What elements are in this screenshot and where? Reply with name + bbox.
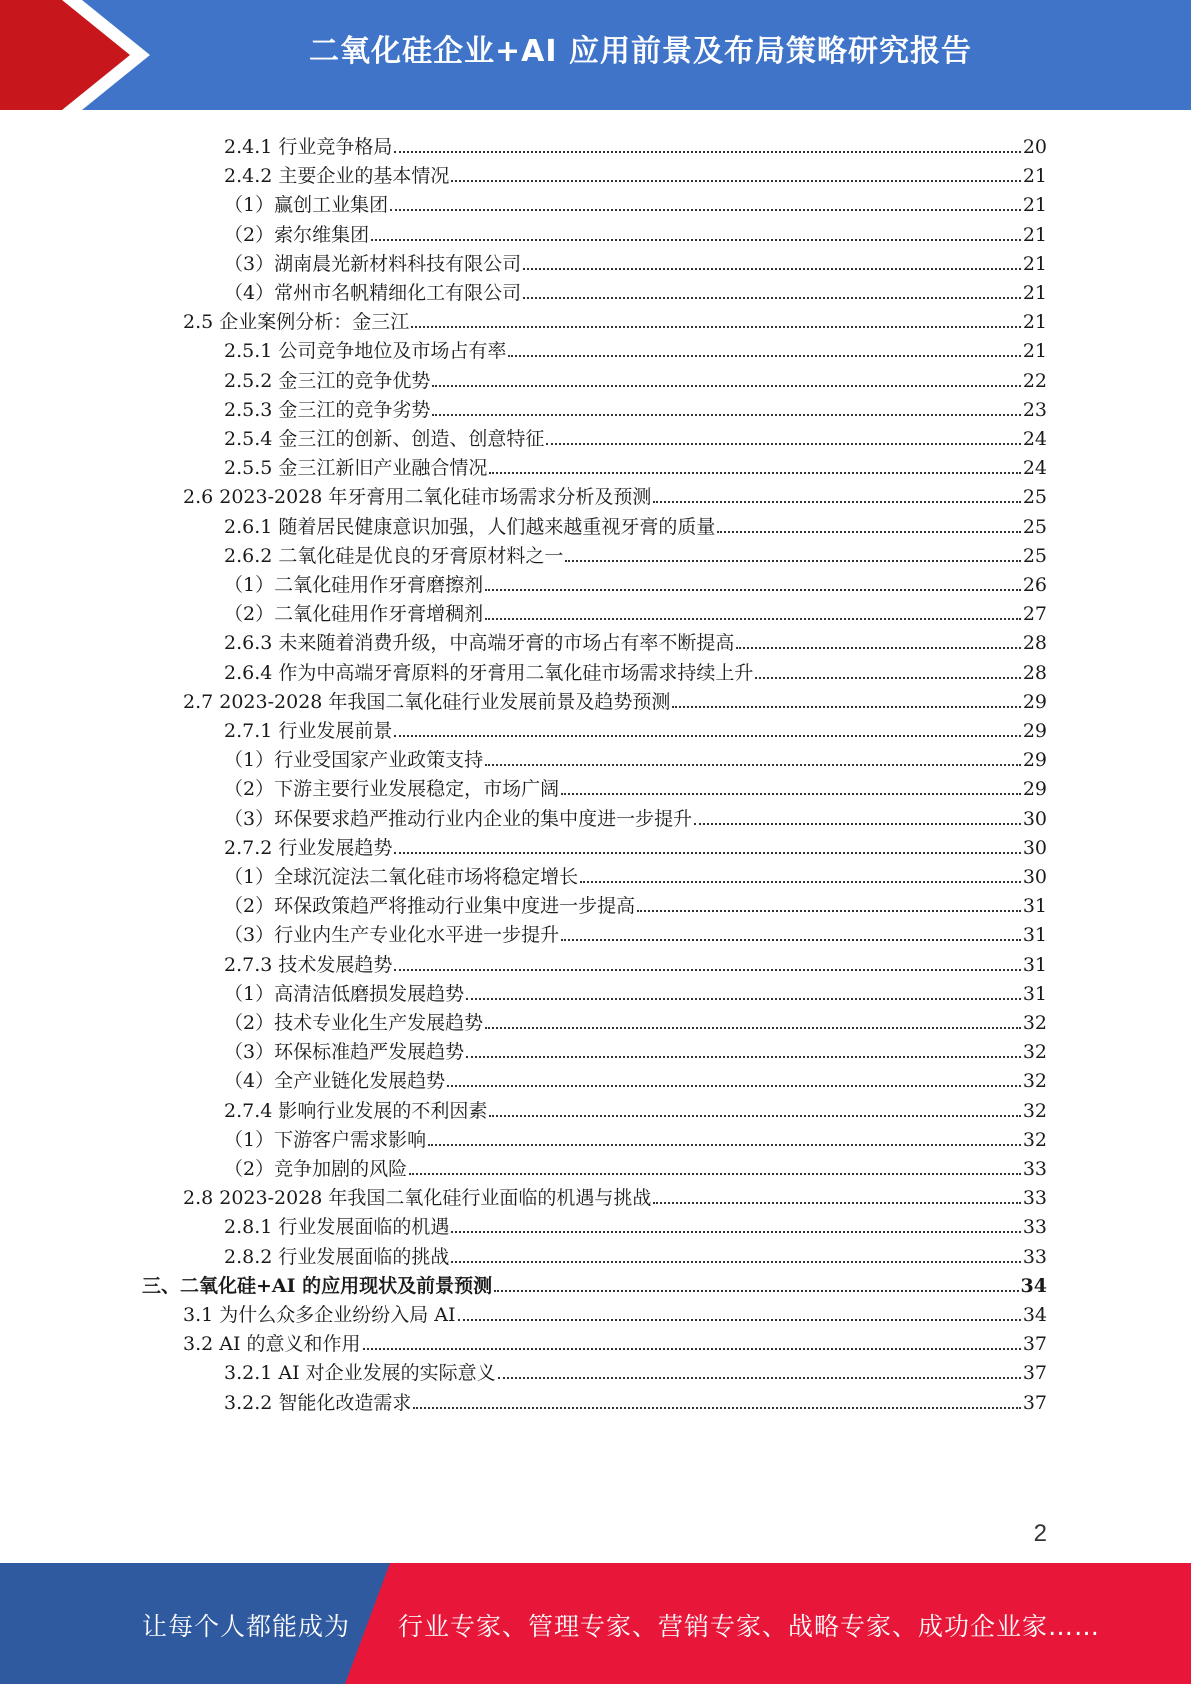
toc-dot-leader: [485, 588, 1021, 591]
toc-entry-label: 2.6.4 作为中高端牙膏原料的牙膏用二氧化硅市场需求持续上升: [224, 661, 754, 684]
toc-entry[interactable]: [224, 128, 1047, 159]
toc-entry-label: 2.6.3 未来随着消费升级，中高端牙膏的市场占有率不断提高: [224, 632, 735, 655]
toc-entry-page: 34: [1022, 1304, 1047, 1326]
toc-entry-page: 32: [1022, 1012, 1047, 1034]
toc-entry-label: 3.2.1 AI 对企业发展的实际意义: [224, 1362, 496, 1385]
toc-dot-leader: [580, 880, 1021, 883]
toc-entry-label: （1）二氧化硅用作牙膏磨擦剂: [224, 574, 484, 596]
toc-dot-leader: [565, 559, 1020, 562]
toc-entry[interactable]: [224, 1208, 1047, 1239]
toc-dot-leader: [428, 1143, 1021, 1146]
page-number: 2: [1033, 1520, 1047, 1547]
toc-entry[interactable]: [224, 1238, 1047, 1269]
toc-entry-page: 33: [1022, 1187, 1047, 1210]
toc-dot-leader: [561, 792, 1021, 795]
toc-entry-label: （2）环保政策趋严将推动行业集中度进一步提高: [224, 895, 636, 918]
toc-entry-page: 24: [1022, 457, 1047, 480]
toc-entry-label: 2.5.3 金三江的竞争劣势: [224, 398, 431, 421]
toc-entry-label: 2.7.2 行业发展趋势: [224, 836, 393, 859]
toc-dot-leader: [494, 1289, 1018, 1292]
toc-entry-label: 2.8.2 行业发展面临的挑战: [224, 1245, 450, 1268]
toc-dot-leader: [394, 851, 1020, 854]
toc-dot-leader: [466, 1055, 1021, 1058]
toc-entry-label: 2.8.1 行业发展面临的机遇: [224, 1216, 450, 1239]
toc-entry[interactable]: [183, 478, 1047, 509]
toc-entry-label: （1）高清洁低磨损发展趋势: [224, 982, 465, 1005]
toc-entry-label: 3.2 AI 的意义和作用: [183, 1333, 361, 1356]
toc-entry[interactable]: [224, 946, 1047, 977]
toc-entry[interactable]: [224, 1004, 1047, 1035]
toc-entry-page: 20: [1022, 136, 1047, 158]
toc-entry-page: 25: [1022, 515, 1047, 538]
toc-entry-page: 31: [1022, 924, 1047, 947]
toc-dot-leader: [653, 1201, 1020, 1204]
toc-entry-page: 29: [1022, 720, 1047, 742]
toc-dot-leader: [717, 530, 1020, 533]
toc-entry-label: 2.4.1 行业竞争格局: [224, 136, 393, 158]
toc-dot-leader: [523, 296, 1021, 299]
page-footer: [0, 1563, 1191, 1684]
toc-entry-label: 2.4.2 主要企业的基本情况: [224, 165, 450, 188]
toc-entry[interactable]: [183, 1325, 1047, 1356]
toc-entry-page: 25: [1022, 544, 1047, 567]
toc-dot-leader: [451, 179, 1020, 182]
footer-slogan-left: 让每个人都能成为: [142, 1612, 351, 1641]
toc-entry[interactable]: [224, 1150, 1047, 1181]
toc-dot-leader: [447, 1084, 1021, 1087]
toc-dot-leader: [672, 705, 1020, 708]
toc-entry[interactable]: [224, 1092, 1047, 1123]
toc-entry[interactable]: [224, 449, 1047, 480]
toc-dot-leader: [432, 413, 1020, 416]
toc-entry-label: 2.6.2 二氧化硅是优良的牙膏原材料之一: [224, 544, 564, 567]
toc-dot-leader: [755, 676, 1020, 679]
toc-entry-label: （2）索尔维集团: [224, 223, 370, 246]
toc-entry-page: 33: [1022, 1216, 1047, 1239]
toc-entry-page: 32: [1022, 1128, 1047, 1151]
toc-entry[interactable]: [224, 916, 1047, 947]
toc-entry-page: 21: [1022, 311, 1047, 334]
toc-entry[interactable]: [224, 1062, 1047, 1093]
toc-dot-leader: [371, 238, 1021, 241]
toc-entry-page: 21: [1022, 165, 1047, 188]
toc-dot-leader: [485, 1026, 1021, 1029]
toc-dot-leader: [736, 646, 1020, 649]
toc-entry-page: 29: [1022, 778, 1047, 801]
toc-entry-label: （4）常州市名帆精细化工有限公司: [224, 282, 522, 304]
toc-entry-page: 37: [1022, 1333, 1047, 1356]
toc-dot-leader: [458, 1318, 1021, 1321]
toc-entry-page: 25: [1022, 486, 1047, 509]
toc-entry-label: 2.5.1 公司竞争地位及市场占有率: [224, 340, 507, 363]
toc-entry-page: 33: [1022, 1158, 1047, 1180]
toc-entry[interactable]: [224, 712, 1047, 743]
toc-entry[interactable]: [224, 887, 1047, 918]
toc-dot-leader: [363, 1347, 1021, 1350]
toc-entry-page: 21: [1022, 252, 1047, 275]
toc-dot-leader: [394, 734, 1020, 737]
toc-entry-page: 24: [1022, 428, 1047, 450]
toc-entry[interactable]: [224, 332, 1047, 363]
toc-dot-leader: [485, 763, 1021, 766]
toc-entry[interactable]: [224, 1033, 1047, 1064]
toc-entry[interactable]: [183, 1179, 1047, 1210]
toc-entry-label: （3）环保标准趋严发展趋势: [224, 1041, 465, 1064]
report-title: 二氧化硅企业+AI 应用前景及布局策略研究报告: [309, 34, 972, 69]
toc-dot-leader: [489, 1114, 1020, 1117]
toc-entry[interactable]: [224, 858, 1047, 889]
toc-entry-label: 2.5.4 金三江的创新、创造、创意特征: [224, 428, 545, 450]
toc-dot-leader: [694, 822, 1021, 825]
page-header: [0, 0, 1191, 110]
toc-entry-page: 21: [1022, 194, 1047, 217]
toc-dot-leader: [637, 909, 1021, 912]
toc-entry-label: （1）全球沉淀法二氧化硅市场将稳定增长: [224, 866, 579, 888]
toc-entry-page: 33: [1022, 1245, 1047, 1268]
toc-dot-leader: [508, 354, 1020, 357]
toc-entry-label: （3）湖南晨光新材料科技有限公司: [224, 252, 522, 275]
toc-dot-leader: [432, 384, 1020, 387]
toc-entry[interactable]: [183, 683, 1047, 714]
toc-entry[interactable]: [224, 274, 1047, 305]
toc-entry-label: 2.8 2023-2028 年我国二氧化硅行业面临的机遇与挑战: [183, 1187, 652, 1210]
toc-entry[interactable]: [224, 770, 1047, 801]
toc-entry-label: （2）技术专业化生产发展趋势: [224, 1012, 484, 1034]
toc-entry-label: （3）环保要求趋严推动行业内企业的集中度进一步提升: [224, 807, 693, 830]
toc-entry-label: （1）下游客户需求影响: [224, 1128, 427, 1151]
toc-dot-leader: [561, 938, 1021, 941]
toc-dot-leader: [466, 997, 1021, 1000]
toc-dot-leader: [489, 471, 1020, 474]
toc-entry[interactable]: [224, 157, 1047, 188]
toc-entry-label: （2）竞争加剧的风险: [224, 1158, 408, 1180]
toc-entry-page: 28: [1022, 632, 1047, 655]
toc-entry-page: 32: [1022, 1070, 1047, 1093]
toc-entry-label: （1）赢创工业集团: [224, 194, 389, 217]
footer-slogan-right: 行业专家、管理专家、营销专家、战略专家、成功企业家……: [398, 1612, 1101, 1641]
toc-entry-page: 29: [1022, 690, 1047, 713]
toc-entry-page: 21: [1022, 223, 1047, 246]
toc-entry-page: 30: [1022, 866, 1047, 888]
toc-entry-label: （1）行业受国家产业政策支持: [224, 749, 484, 772]
toc-dot-leader: [546, 442, 1020, 445]
toc-entry[interactable]: [224, 1384, 1047, 1415]
toc-dot-leader: [523, 267, 1021, 270]
toc-entry[interactable]: [224, 654, 1047, 685]
toc-entry-label: 2.5.5 金三江新旧产业融合情况: [224, 457, 488, 480]
toc-entry-page: 30: [1022, 836, 1047, 859]
toc-entry-label: 2.7 2023-2028 年我国二氧化硅行业发展前景及趋势预测: [183, 690, 671, 713]
toc-entry[interactable]: [224, 829, 1047, 860]
toc-entry[interactable]: [224, 566, 1047, 597]
toc-entry[interactable]: [224, 186, 1047, 217]
toc-dot-leader: [485, 617, 1021, 620]
toc-entry-page: 34: [1020, 1274, 1047, 1297]
toc-entry[interactable]: [224, 508, 1047, 539]
toc-entry-label: （2）下游主要行业发展稳定，市场广阔: [224, 778, 560, 801]
toc-entry-label: 2.5.2 金三江的竞争优势: [224, 369, 431, 392]
toc-entry[interactable]: [183, 1296, 1047, 1327]
toc-entry-page: 22: [1022, 369, 1047, 392]
toc-entry[interactable]: [224, 1121, 1047, 1152]
toc-entry[interactable]: [224, 537, 1047, 568]
toc-entry-label: 三、二氧化硅+AI 的应用现状及前景预测: [142, 1274, 493, 1297]
toc-entry-page: 31: [1022, 982, 1047, 1005]
toc-dot-leader: [394, 968, 1020, 971]
toc-entry-page: 31: [1022, 895, 1047, 918]
toc-dot-leader: [411, 325, 1021, 328]
toc-entry-page: 32: [1022, 1041, 1047, 1064]
toc-entry-label: 3.2.2 智能化改造需求: [224, 1391, 412, 1414]
toc-entry-page: 28: [1022, 661, 1047, 684]
toc-entry[interactable]: [224, 216, 1047, 247]
toc-dot-leader: [394, 150, 1020, 153]
toc-dot-leader: [451, 1230, 1020, 1233]
toc-entry-page: 31: [1022, 953, 1047, 976]
toc-entry-page: 27: [1022, 603, 1047, 626]
toc-entry-label: 2.7.3 技术发展趋势: [224, 953, 393, 976]
toc-entry-page: 32: [1022, 1099, 1047, 1122]
toc-entry-page: 37: [1022, 1362, 1047, 1385]
toc-entry-label: 2.7.4 影响行业发展的不利因素: [224, 1099, 488, 1122]
toc-entry-label: 2.6.1 随着居民健康意识加强，人们越来越重视牙膏的质量: [224, 515, 716, 538]
toc-entry[interactable]: [224, 624, 1047, 655]
toc-entry[interactable]: [224, 800, 1047, 831]
toc-dot-leader: [390, 208, 1021, 211]
toc-entry[interactable]: [142, 1267, 1047, 1298]
toc-entry-page: 30: [1022, 807, 1047, 830]
toc-entry-label: 2.7.1 行业发展前景: [224, 720, 393, 742]
toc-entry[interactable]: [224, 741, 1047, 772]
toc-entry[interactable]: [224, 420, 1047, 451]
toc-dot-leader: [498, 1376, 1021, 1379]
toc-dot-leader: [653, 500, 1020, 503]
toc-entry-label: 2.5 企业案例分析：金三江: [183, 311, 410, 334]
toc-entry[interactable]: [224, 391, 1047, 422]
toc-entry-page: 37: [1022, 1391, 1047, 1414]
toc-entry[interactable]: [224, 245, 1047, 276]
toc-entry[interactable]: [224, 362, 1047, 393]
toc-entry-label: （2）二氧化硅用作牙膏增稠剂: [224, 603, 484, 626]
toc-dot-leader: [451, 1260, 1020, 1263]
toc-entry[interactable]: [224, 975, 1047, 1006]
toc-entry[interactable]: [224, 1354, 1047, 1385]
toc-entry-page: 29: [1022, 749, 1047, 772]
toc-dot-leader: [409, 1172, 1021, 1175]
toc-entry-page: 21: [1022, 282, 1047, 304]
toc-entry-label: 3.1 为什么众多企业纷纷入局 AI: [183, 1304, 456, 1326]
toc-entry[interactable]: [183, 303, 1047, 334]
toc-entry-page: 23: [1022, 398, 1047, 421]
toc-dot-leader: [413, 1406, 1020, 1409]
toc-entry-label: 2.6 2023-2028 年牙膏用二氧化硅市场需求分析及预测: [183, 486, 652, 509]
toc-entry-page: 21: [1022, 340, 1047, 363]
toc-entry-label: （3）行业内生产专业化水平进一步提升: [224, 924, 560, 947]
toc-entry[interactable]: [224, 595, 1047, 626]
toc-entry-label: （4）全产业链化发展趋势: [224, 1070, 446, 1093]
header-red-arrow-decoration: [0, 0, 140, 110]
toc-entry-page: 26: [1022, 574, 1047, 596]
